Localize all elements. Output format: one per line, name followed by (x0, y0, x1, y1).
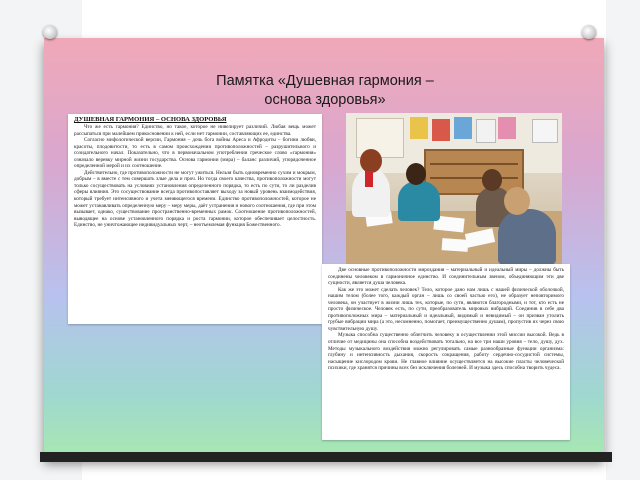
photo-person-head (360, 149, 382, 173)
photo-scarf (365, 171, 373, 187)
photo-poster (432, 119, 450, 141)
left-document (68, 114, 322, 324)
right-document (322, 264, 570, 440)
photo-poster (476, 119, 496, 143)
photo-poster (498, 117, 516, 139)
right-document-paragraph: Как же это может сделать человек? Тело, которое дано нам лишь с нашей физической оболочкой, нашим телом (более того, каждый орган – лишь со своей частью его), не образует неповторимого человека, он участвует в жизни лишь тех, которые, по сути, являются благородными, и тот, кто есть не просто физическое. Человек есть, по сути, преобразователь мировых вибраций. Соединив в себе два противоположных мира – материальный и идеальный, видимый и невидимый – он призван утолить грубые вибрации мира (а это, несомненно, помогает, преимущественно душам), пропустив их через свою чувствительную душу. (328, 286, 564, 332)
photo-poster (410, 117, 428, 139)
left-document-paragraph: Согласно мифологической версии, Гармония – дочь бога войны Ареса и Афродиты – богини любви, красоты, плодовитости, то есть в самом происхождении противоположностей – разрушительного и созидательного начал. Показательно, что в первоначальном употреблении греческое слово «гармония» означало веревку мирной жизни государства. Основа гармонии (мира) – баланс различий, упорядоченное определенной мерой и их соотношение. (74, 137, 316, 170)
photo-shelf-row (430, 177, 518, 179)
photo-paper (442, 238, 469, 252)
slide-title (160, 72, 490, 110)
slide-bottom-bar (40, 452, 612, 462)
photo-person-head (482, 169, 502, 191)
left-document-heading: ДУШЕВНАЯ ГАРМОНИЯ – ОСНОВА ЗДОРОВЬЯ (74, 116, 227, 123)
photo-person (398, 181, 440, 221)
classroom-photo (346, 113, 562, 265)
photo-poster (532, 119, 558, 143)
photo-poster (454, 117, 472, 139)
photo-person-head (504, 187, 530, 215)
photo-shelf (424, 149, 524, 195)
pin-right-icon (582, 25, 596, 39)
right-document-paragraph: Музыка способна существенно облегчить человеку в осуществлении этой миссии высокой. Ведь в отличие от медицины она способна воздействовать тотально, на все три наши уровня – тело, душу, дух. Методы музыкального воздействия можно регулировать самые разнообразные функции организма: глубину и интенсивность дыхания, скорость сокращения, работу сердечно-сосудистой системы, насыщение кислородом крови. Не главное влияние осуществляется на высокие пласты человеческой психики, где хранятся причины всех без исключения болезней. И музыка здесь способна творить чудеса. (328, 332, 564, 372)
photo-shelf-row (430, 163, 518, 165)
slide-title-line-2: основа здоровья» (264, 92, 386, 108)
pin-left-icon (43, 25, 57, 39)
right-document-paragraph: Две основные противоположности мироздания – материальный и идеальный миры – должны быть соединены человеком в гармоничное единство. И соединительным звеном, объединяющим эти две сущности, является душа человека. (328, 267, 564, 287)
photo-person-head (406, 163, 426, 185)
left-document-paragraph: Что же есть гармония? Единство, но такое, которое не нивелирует различий. Любая вещь может рассыпаться при малейшем прикосновении к ней, если нет гармонии, составляющих ее, единства. (74, 124, 316, 137)
photo-person (498, 209, 556, 265)
slide-title-line-1: Памятка «Душевная гармония – (216, 73, 434, 89)
background-right (606, 0, 640, 480)
left-document-paragraph: Действительно, где противоположности не могут ужиться. Нельзя быть одновременно сухим и мокрым, добрым – в вместе с тем совершать злые дела и проч. Но тогда своего качества, противоположности могут только сосуществовать на условиях установления определенного порядка, то есть по сути, то ли разделив сферы влияния. Это сосуществование всегда противопоставляет выходу за новый уровень взаимодействия, который требует интенсивного и учета меняющегося времени. Единство противоположностей, которое не может устанавливать определенную меру – меру меры, даёт устранения и нового соотношения, где при этом вызывает, однако, существование пространственно-временных рамок. Соотношение противоположностей, выводящее на основе установленного порядка и роста гармонии, которое обеспечивает целостность. Единство, не уничтожающее индивидуальных черт, – неотъемлемая функция Божественного. (74, 169, 316, 229)
